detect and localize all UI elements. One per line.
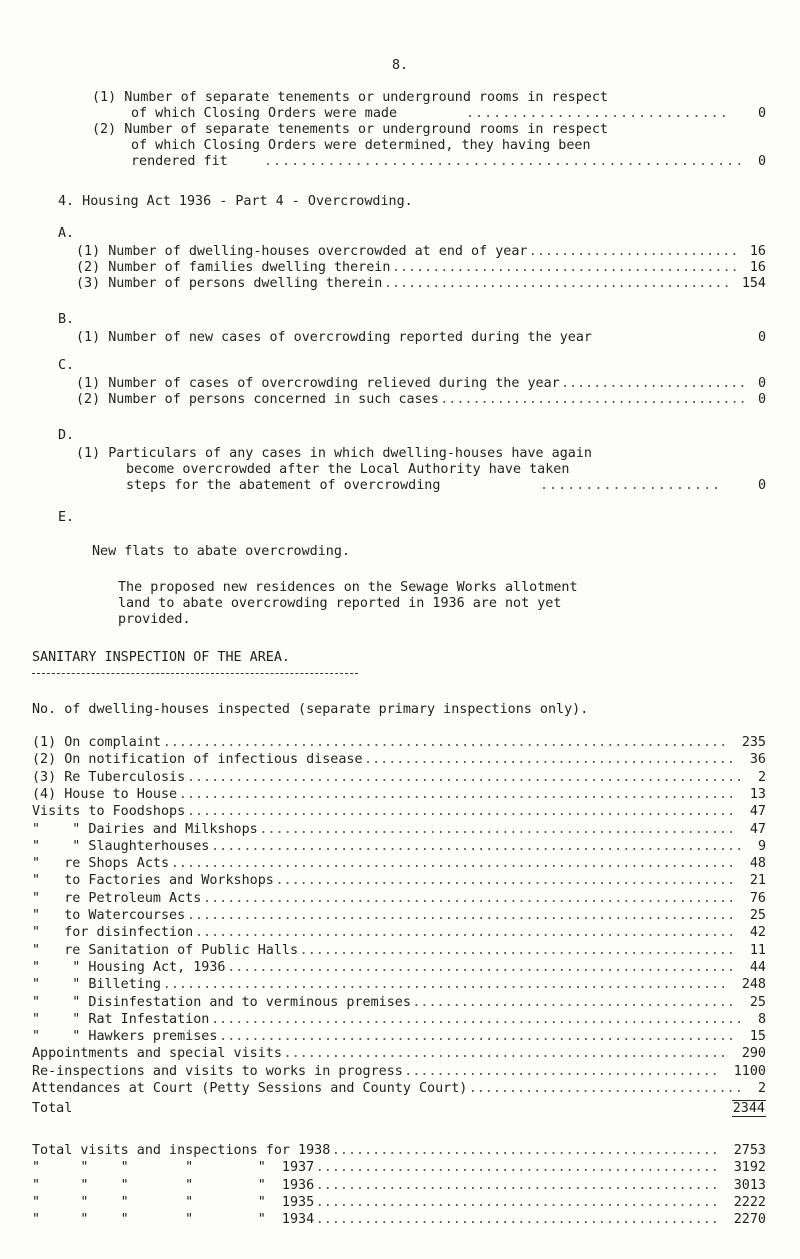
year-total-row-label: Total visits and inspections for 1938 [32, 1143, 331, 1158]
leader-dots: ........................................ [412, 994, 735, 1010]
a-item-value: 16 [749, 244, 766, 259]
sanitary-row-value: 21 [749, 873, 766, 889]
closing-orders-item2-line3: rendered fit [131, 154, 228, 169]
leader-dots: ...................................... [440, 392, 747, 407]
closing-orders-item2-value: 0 [757, 154, 766, 169]
sanitary-row-value: 47 [749, 804, 766, 820]
section4-d-label: D. [58, 428, 75, 443]
sanitary-row-label: " re Shops Acts [32, 856, 170, 872]
leader-dots: ....................................................... [283, 1046, 727, 1062]
sanitary-row-label: Attendances at Court (Petty Sessions and County Court) [32, 1081, 468, 1096]
leader-dots: ..................................................................... [178, 786, 736, 802]
sanitary-row-value: 42 [749, 925, 766, 941]
sanitary-row-label: " " Slaughterhouses [32, 838, 210, 854]
leader-dots: ...................................................................... [162, 977, 728, 993]
sanitary-row-label: " " Disinfestation and to verminous premises [32, 994, 411, 1010]
a-item-label: (3) Number of persons dwelling therein [76, 276, 383, 291]
section4-c-label: C. [58, 358, 75, 373]
a-item-label: (1) Number of dwelling-houses overcrowded at end of year [76, 244, 528, 259]
page-number: 8. [392, 58, 409, 73]
c-item-label: (2) Number of persons concerned in such cases [76, 392, 439, 407]
section4-e-line: New flats to abate overcrowding. [92, 544, 350, 559]
sanitary-row-value: 15 [749, 1029, 766, 1045]
sanitary-row-value: 48 [749, 856, 766, 872]
sanitary-row-value: 248 [741, 977, 766, 993]
leader-dots: ..................................................... [264, 154, 745, 169]
section4-d-line1: (1) Particulars of any cases in which dwelling-houses have again [76, 446, 592, 461]
year-total-row-label: " " " " " 1936 [32, 1177, 315, 1193]
sanitary-row-label: " to Watercourses [32, 908, 186, 923]
sanitary-row-value: 290 [741, 1046, 766, 1062]
sanitary-row-value: 44 [749, 959, 766, 975]
sanitary-row-value: 2 [757, 1081, 766, 1096]
closing-orders-item1-line1: (1) Number of separate tenements or underground rooms in respect [92, 90, 608, 105]
section4-b-item: (1) Number of new cases of overcrowding reported during the year [76, 330, 592, 345]
leader-dots: ...................................................................... [162, 735, 728, 750]
section4-d-line2: become overcrowded after the Local Authority have taken [126, 462, 570, 477]
sanitary-row-label: (3) Re Tuberculosis [32, 769, 186, 785]
leader-dots: .................................................. [315, 1177, 719, 1193]
closing-orders-item1-line2: of which Closing Orders were made [131, 106, 398, 121]
sanitary-intro: No. of dwelling-houses inspected (separate primary inspections only). [32, 702, 589, 717]
sanitary-heading: SANITARY INSPECTION OF THE AREA. [32, 650, 290, 665]
sanitary-row-value: 2 [757, 769, 766, 785]
closing-orders-item1-value: 0 [757, 106, 766, 121]
year-total-row-value: 3192 [733, 1160, 766, 1176]
leader-dots: .......................... [528, 244, 739, 259]
c-item-value: 0 [757, 376, 766, 391]
leader-dots: .................................................. [315, 1160, 719, 1176]
c-item-label: (1) Number of cases of overcrowding relieved during the year [76, 376, 560, 391]
sanitary-row-value: 36 [749, 752, 766, 768]
sanitary-row-value: 8 [757, 1011, 766, 1027]
section4-b-value: 0 [757, 330, 766, 345]
leader-dots: ........................................... [391, 260, 739, 275]
closing-orders-item2-line2: of which Closing Orders were determined, they having been [131, 138, 591, 153]
leader-dots: .................................................................... [186, 804, 736, 820]
sanitary-row-label: Visits to Foodshops [32, 804, 186, 820]
leader-dots: ........................................................... [259, 821, 736, 837]
closing-orders-item2-line1: (2) Number of separate tenements or underground rooms in respect [92, 122, 608, 137]
sanitary-row-value: 9 [757, 838, 766, 854]
sanitary-row-value: 11 [749, 942, 766, 958]
section4-e-label: E. [58, 510, 75, 525]
sanitary-row-label: " to Factories and Workshops [32, 873, 274, 889]
year-total-row-label: " " " " " 1934 [32, 1212, 315, 1228]
total-value-text: 2344 [732, 1101, 765, 1116]
leader-dots: ................................................ [331, 1143, 719, 1158]
year-total-row-value: 3013 [733, 1177, 766, 1193]
year-total-row-value: 2270 [733, 1212, 766, 1228]
leader-dots: .................................................. [315, 1212, 719, 1228]
sanitary-row-label: " for disinfection [32, 925, 194, 941]
leader-dots: ..................................................................... [186, 769, 744, 785]
leader-dots: .................................................................... [186, 908, 736, 923]
section4-e-para1: The proposed new residences on the Sewage Works allotment [118, 580, 578, 595]
leader-dots: ................................................................... [195, 925, 736, 941]
a-item-value: 154 [741, 276, 766, 291]
leader-dots: .................................................................. [211, 1011, 744, 1027]
sanitary-row-label: " re Sanitation of Public Halls [32, 942, 299, 958]
leader-dots: .................................................................. [203, 890, 736, 906]
leader-dots: .................... [540, 478, 722, 493]
leader-dots: .............................................. [364, 752, 735, 768]
year-total-row-label: " " " " " 1937 [32, 1160, 315, 1176]
sanitary-row-value: 25 [749, 994, 766, 1010]
sanitary-row-label: (2) On notification of infectious disease [32, 752, 363, 768]
sanitary-row-label: (1) On complaint [32, 735, 161, 750]
section4-d-value: 0 [757, 478, 766, 493]
leader-dots: ......................................................... [275, 873, 736, 889]
year-total-row-value: 2753 [733, 1143, 766, 1158]
leader-dots: ............................................................... [227, 959, 736, 975]
sanitary-row-label: Appointments and special visits [32, 1046, 282, 1062]
leader-dots: ....................... [561, 376, 747, 391]
leader-dots: ........................................... [383, 276, 731, 291]
sanitary-row-value: 76 [749, 890, 766, 906]
sanitary-row-label: (4) House to House [32, 786, 178, 802]
year-total-row-label: " " " " " 1935 [32, 1194, 315, 1210]
sanitary-row-label: " re Petroleum Acts [32, 890, 202, 906]
a-item-label: (2) Number of families dwelling therein [76, 260, 391, 275]
leader-dots: .................................. [468, 1081, 743, 1096]
sanitary-row-value: 25 [749, 908, 766, 923]
year-total-row-value: 2222 [733, 1194, 766, 1210]
sanitary-row-value: 47 [749, 821, 766, 837]
leader-dots: ............................. [466, 106, 729, 121]
sanitary-row-value: 235 [741, 735, 766, 750]
section4-a-label: A. [58, 226, 75, 241]
leader-dots: ...................................................... [299, 942, 735, 958]
sanitary-row-value: 13 [749, 786, 766, 802]
section4-b-label: B. [58, 312, 75, 327]
a-item-value: 16 [749, 260, 766, 275]
section4-e-para3: provided. [118, 612, 191, 627]
sanitary-row-label: " " Rat Infestation [32, 1011, 210, 1027]
section4-d-line3: steps for the abatement of overcrowding [126, 478, 441, 493]
total-label: Total [32, 1101, 73, 1116]
leader-dots: .................................................. [315, 1194, 719, 1210]
leader-dots: ................................................................ [219, 1029, 736, 1045]
c-item-value: 0 [757, 392, 766, 407]
total-value [690, 1101, 766, 1117]
leader-dots: .................................................................. [211, 838, 744, 854]
section4-heading: 4. Housing Act 1936 - Part 4 - Overcrowding. [58, 194, 413, 209]
leader-dots: ....................................... [404, 1063, 719, 1079]
sanitary-row-label: " " Dairies and Milkshops [32, 821, 258, 837]
sanitary-row-label: " " Billeting [32, 977, 161, 993]
sanitary-row-label: Re-inspections and visits to works in progress [32, 1063, 403, 1079]
sanitary-row-label: " " Housing Act, 1936 [32, 959, 226, 975]
leader-dots: ...................................................................... [170, 856, 736, 872]
sanitary-row-value: 1100 [733, 1063, 766, 1079]
sanitary-row-label: " " Hawkers premises [32, 1029, 218, 1045]
heading-underline [32, 673, 358, 674]
section4-e-para2: land to abate overcrowding reported in 1936 are not yet [118, 596, 562, 611]
